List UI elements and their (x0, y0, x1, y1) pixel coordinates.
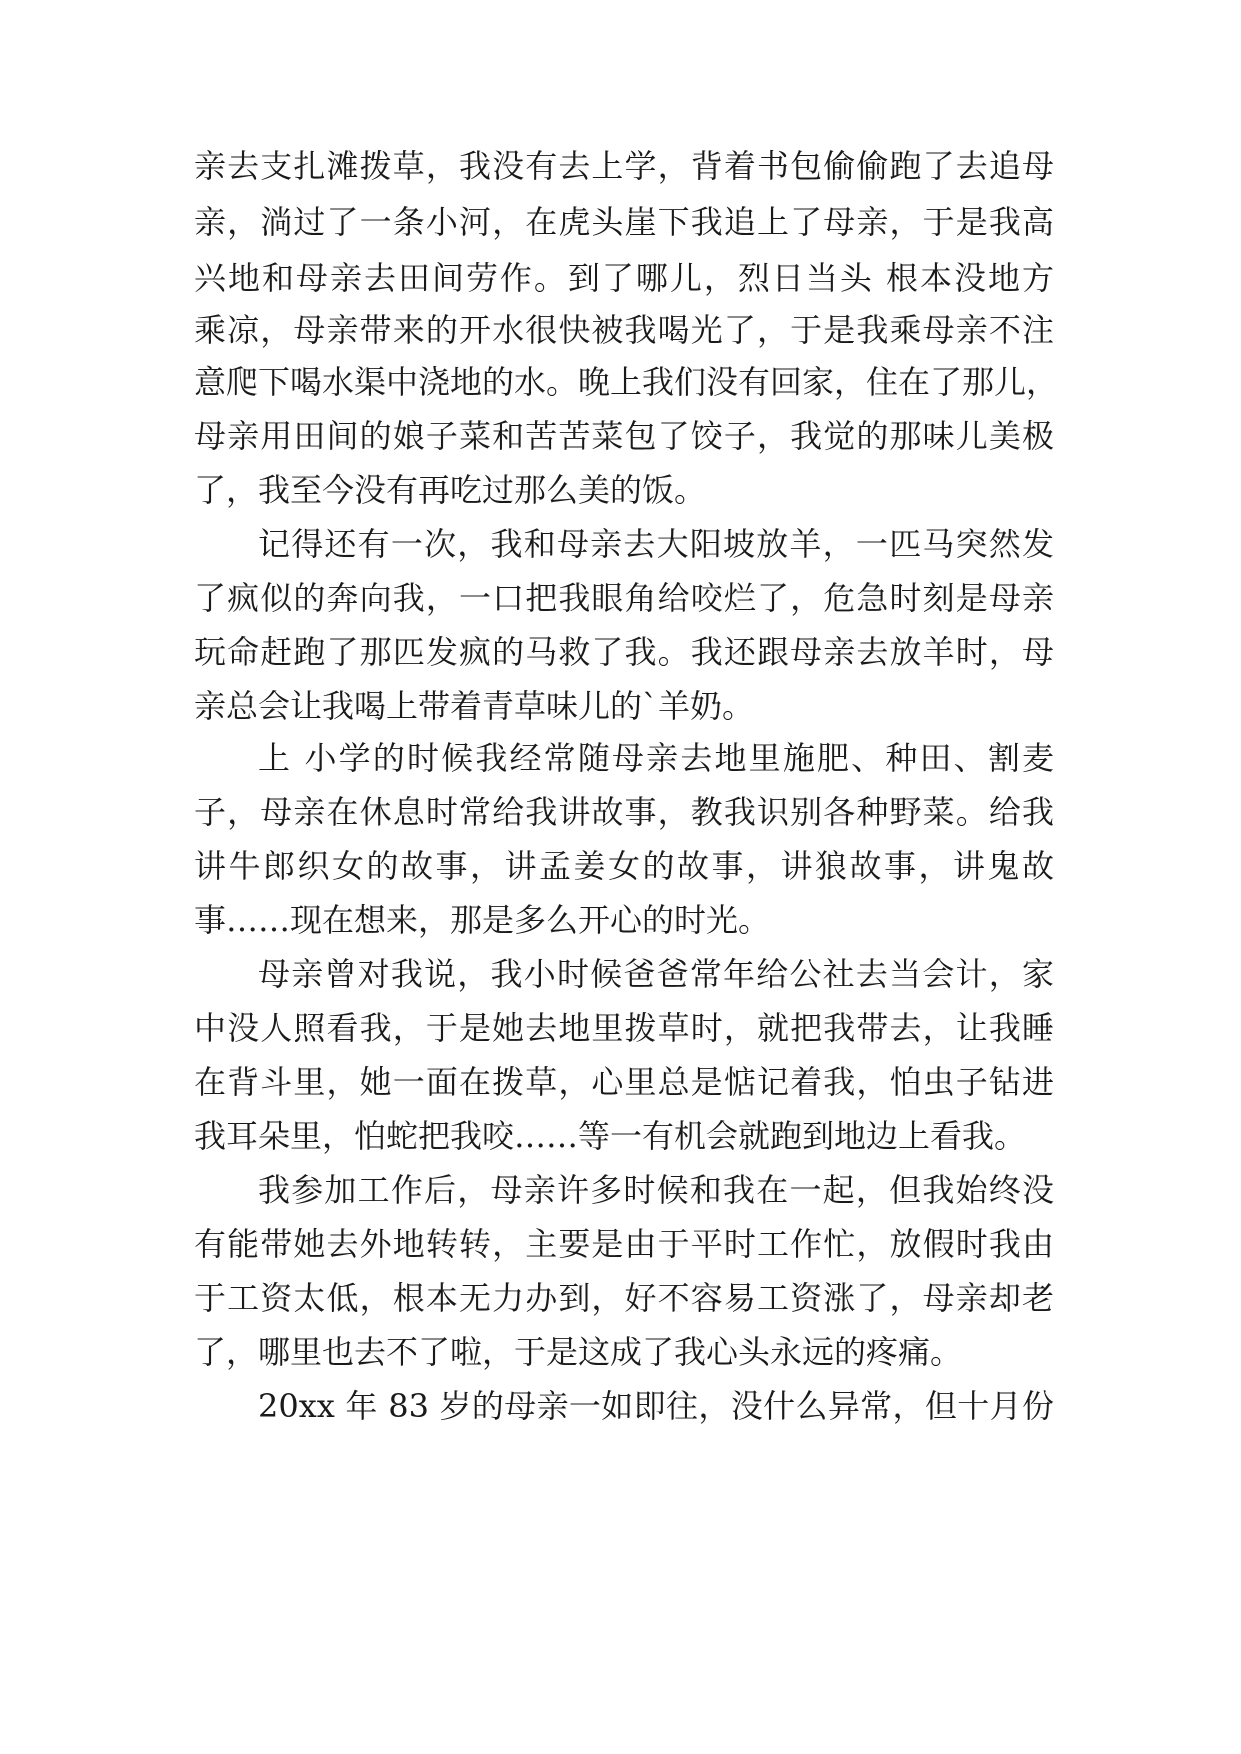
text-line: 了，哪里也去不了啦，于是这成了我心头永远的疼痛。 (194, 1333, 963, 1371)
paragraph-first-line: 我参加工作后，母亲许多时候和我在一起，但我始终没 (258, 1171, 1054, 1209)
text-line: 亲总会让我喝上带着青草味儿的`羊奶。 (194, 687, 755, 725)
text-line: 我耳朵里，怕蛇把我咬……等一有机会就跑到地边上看我。 (194, 1117, 1027, 1155)
text-line: 了疯似的奔向我，一口把我眼角给咬烂了，危急时刻是母亲 (194, 579, 1054, 617)
text-line: 乘凉，母亲带来的开水很快被我喝光了，于是我乘母亲不注 (194, 311, 1054, 349)
paragraph-first-line: 上 小学的时候我经常随母亲去地里施肥、种田、割麦 (258, 739, 1054, 777)
text-line: 亲，淌过了一条小河，在虎头崖下我追上了母亲，于是我高 (194, 203, 1054, 241)
text-line: 于工资太低，根本无力办到，好不容易工资涨了，母亲却老 (194, 1279, 1054, 1317)
paragraph-first-line: 20xx 年 83 岁的母亲一如即往，没什么异常，但十月份 (258, 1387, 1054, 1425)
text-line: 亲去支扎滩拨草，我没有去上学，背着书包偷偷跑了去追母 (194, 147, 1054, 185)
text-line: 有能带她去外地转转，主要是由于平时工作忙，放假时我由 (194, 1225, 1054, 1263)
text-line: 玩命赶跑了那匹发疯的马救了我。我还跟母亲去放羊时，母 (194, 633, 1054, 671)
text-line: 意爬下喝水渠中浇地的水。晚上我们没有回家，住在了那儿， (194, 363, 1059, 401)
text-line: 中没人照看我，于是她去地里拨草时，就把我带去，让我睡 (194, 1009, 1054, 1047)
text-line: 在背斗里，她一面在拨草，心里总是惦记着我，怕虫子钻进 (194, 1063, 1054, 1101)
text-line: 子，母亲在休息时常给我讲故事，教我识别各种野菜。给我 (194, 793, 1054, 831)
text-line: 兴地和母亲去田间劳作。到了哪儿，烈日当头 根本没地方 (194, 259, 1054, 297)
text-line: 了，我至今没有再吃过那么美的饭。 (194, 471, 707, 509)
paragraph-first-line: 母亲曾对我说，我小时候爸爸常年给公社去当会计，家 (258, 955, 1054, 993)
text-line: 讲牛郎织女的故事，讲孟姜女的故事，讲狼故事，讲鬼故 (194, 847, 1054, 885)
paragraph-first-line: 记得还有一次，我和母亲去大阳坡放羊，一匹马突然发 (258, 525, 1054, 563)
text-line: 母亲用田间的娘子菜和苦苦菜包了饺子，我觉的那味儿美极 (194, 417, 1054, 455)
text-line: 事……现在想来，那是多么开心的时光。 (194, 901, 771, 939)
